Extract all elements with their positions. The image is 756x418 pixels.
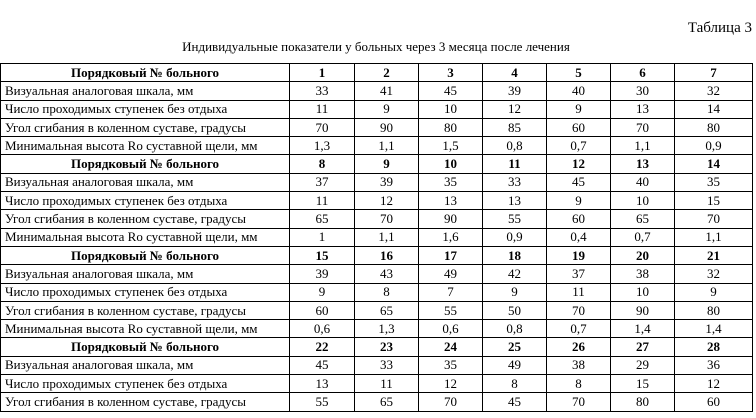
patient-number-cell: 8 xyxy=(290,155,355,173)
value-cell: 9 xyxy=(290,283,355,301)
value-cell: 15 xyxy=(675,192,753,210)
indicator-label: Визуальная аналоговая шкала, мм xyxy=(1,173,290,191)
value-cell: 35 xyxy=(419,356,483,374)
value-cell: 70 xyxy=(419,393,483,411)
value-cell: 1,1 xyxy=(355,228,419,246)
patient-number-header-label: Порядковый № больного xyxy=(1,155,290,173)
value-cell: 9 xyxy=(547,192,611,210)
patient-number-cell: 7 xyxy=(675,64,753,82)
value-cell: 11 xyxy=(355,375,419,393)
table-row xyxy=(1,100,753,118)
value-cell: 33 xyxy=(483,173,547,191)
value-cell: 9 xyxy=(355,100,419,118)
value-cell: 39 xyxy=(290,265,355,283)
value-cell: 39 xyxy=(355,173,419,191)
table-row xyxy=(1,283,753,301)
value-cell: 1,1 xyxy=(675,228,753,246)
indicator-label: Минимальная высота Ro суставной щели, мм xyxy=(1,320,290,338)
patient-number-cell: 5 xyxy=(547,64,611,82)
value-cell: 13 xyxy=(483,192,547,210)
indicator-label: Минимальная высота Ro суставной щели, мм xyxy=(1,228,290,246)
patient-number-header-label: Порядковый № больного xyxy=(1,338,290,356)
patient-number-cell: 4 xyxy=(483,64,547,82)
value-cell: 80 xyxy=(611,393,675,411)
value-cell: 0,4 xyxy=(547,228,611,246)
patient-number-cell: 20 xyxy=(611,246,675,264)
value-cell: 13 xyxy=(611,100,675,118)
value-cell: 14 xyxy=(675,100,753,118)
value-cell: 32 xyxy=(675,265,753,283)
patient-indicators-table xyxy=(0,63,753,412)
table-row xyxy=(1,82,753,100)
value-cell: 29 xyxy=(611,356,675,374)
value-cell: 37 xyxy=(547,265,611,283)
value-cell: 45 xyxy=(419,82,483,100)
value-cell: 55 xyxy=(419,301,483,319)
table-row xyxy=(1,265,753,283)
value-cell: 90 xyxy=(611,301,675,319)
value-cell: 90 xyxy=(355,118,419,136)
value-cell: 40 xyxy=(611,173,675,191)
value-cell: 12 xyxy=(483,100,547,118)
table-row xyxy=(1,210,753,228)
table-row xyxy=(1,137,753,155)
value-cell: 65 xyxy=(355,301,419,319)
indicator-label: Число проходимых ступенек без отдыха xyxy=(1,283,290,301)
value-cell: 1,1 xyxy=(355,137,419,155)
patient-number-cell: 28 xyxy=(675,338,753,356)
value-cell: 55 xyxy=(290,393,355,411)
patient-number-cell: 22 xyxy=(290,338,355,356)
value-cell: 70 xyxy=(547,301,611,319)
value-cell: 33 xyxy=(290,82,355,100)
value-cell: 70 xyxy=(611,118,675,136)
value-cell: 11 xyxy=(547,283,611,301)
table-number-label: Таблица 3 xyxy=(687,20,752,36)
value-cell: 0,7 xyxy=(547,320,611,338)
value-cell: 7 xyxy=(419,283,483,301)
value-cell: 80 xyxy=(675,118,753,136)
value-cell: 60 xyxy=(547,210,611,228)
table-row xyxy=(1,375,753,393)
value-cell: 0,8 xyxy=(483,137,547,155)
patient-number-cell: 15 xyxy=(290,246,355,264)
patient-number-cell: 24 xyxy=(419,338,483,356)
value-cell: 70 xyxy=(290,118,355,136)
value-cell: 0,9 xyxy=(483,228,547,246)
value-cell: 70 xyxy=(547,393,611,411)
patient-number-cell: 16 xyxy=(355,246,419,264)
value-cell: 45 xyxy=(483,393,547,411)
patient-number-cell: 26 xyxy=(547,338,611,356)
value-cell: 45 xyxy=(547,173,611,191)
table-row xyxy=(1,173,753,191)
value-cell: 0,7 xyxy=(547,137,611,155)
value-cell: 49 xyxy=(483,356,547,374)
patient-number-header-row xyxy=(1,338,753,356)
patient-number-cell: 11 xyxy=(483,155,547,173)
table-caption: Индивидуальные показатели у больных через 3 месяца после лечения xyxy=(182,39,570,54)
value-cell: 33 xyxy=(355,356,419,374)
value-cell: 32 xyxy=(675,82,753,100)
value-cell: 49 xyxy=(419,265,483,283)
value-cell: 0,7 xyxy=(611,228,675,246)
value-cell: 41 xyxy=(355,82,419,100)
indicator-label: Угол сгибания в коленном суставе, градусы xyxy=(1,393,290,411)
value-cell: 65 xyxy=(290,210,355,228)
indicator-label: Угол сгибания в коленном суставе, градусы xyxy=(1,210,290,228)
indicator-label: Визуальная аналоговая шкала, мм xyxy=(1,265,290,283)
value-cell: 1,1 xyxy=(611,137,675,155)
value-cell: 1,4 xyxy=(675,320,753,338)
value-cell: 85 xyxy=(483,118,547,136)
patient-number-cell: 27 xyxy=(611,338,675,356)
value-cell: 35 xyxy=(675,173,753,191)
value-cell: 80 xyxy=(675,301,753,319)
patient-number-cell: 18 xyxy=(483,246,547,264)
value-cell: 0,9 xyxy=(675,137,753,155)
value-cell: 11 xyxy=(290,100,355,118)
value-cell: 1,3 xyxy=(290,137,355,155)
patient-number-cell: 3 xyxy=(419,64,483,82)
value-cell: 90 xyxy=(419,210,483,228)
patient-number-header-row xyxy=(1,246,753,264)
patient-number-cell: 25 xyxy=(483,338,547,356)
value-cell: 8 xyxy=(355,283,419,301)
patient-number-cell: 14 xyxy=(675,155,753,173)
value-cell: 50 xyxy=(483,301,547,319)
patient-number-header-row xyxy=(1,155,753,173)
value-cell: 8 xyxy=(483,375,547,393)
value-cell: 65 xyxy=(611,210,675,228)
value-cell: 9 xyxy=(675,283,753,301)
value-cell: 39 xyxy=(483,82,547,100)
table-row xyxy=(1,118,753,136)
value-cell: 0,6 xyxy=(290,320,355,338)
table-row xyxy=(1,320,753,338)
value-cell: 8 xyxy=(547,375,611,393)
value-cell: 0,8 xyxy=(483,320,547,338)
value-cell: 1,6 xyxy=(419,228,483,246)
value-cell: 1,3 xyxy=(355,320,419,338)
value-cell: 1,4 xyxy=(611,320,675,338)
value-cell: 15 xyxy=(611,375,675,393)
value-cell: 13 xyxy=(419,192,483,210)
indicator-label: Визуальная аналоговая шкала, мм xyxy=(1,82,290,100)
table-row xyxy=(1,192,753,210)
indicator-label: Угол сгибания в коленном суставе, градусы xyxy=(1,301,290,319)
value-cell: 11 xyxy=(290,192,355,210)
patient-number-cell: 21 xyxy=(675,246,753,264)
patient-number-header-label: Порядковый № больного xyxy=(1,246,290,264)
value-cell: 70 xyxy=(355,210,419,228)
indicator-label: Число проходимых ступенек без отдыха xyxy=(1,192,290,210)
value-cell: 12 xyxy=(675,375,753,393)
value-cell: 38 xyxy=(611,265,675,283)
value-cell: 0,6 xyxy=(419,320,483,338)
value-cell: 80 xyxy=(419,118,483,136)
indicator-label: Угол сгибания в коленном суставе, градусы xyxy=(1,118,290,136)
patient-number-header-row xyxy=(1,64,753,82)
value-cell: 10 xyxy=(419,100,483,118)
indicator-label: Визуальная аналоговая шкала, мм xyxy=(1,356,290,374)
value-cell: 9 xyxy=(483,283,547,301)
value-cell: 12 xyxy=(419,375,483,393)
patient-number-cell: 19 xyxy=(547,246,611,264)
value-cell: 1 xyxy=(290,228,355,246)
value-cell: 45 xyxy=(290,356,355,374)
value-cell: 70 xyxy=(675,210,753,228)
indicator-label: Минимальная высота Ro суставной щели, мм xyxy=(1,137,290,155)
value-cell: 42 xyxy=(483,265,547,283)
indicator-label: Число проходимых ступенек без отдыха xyxy=(1,100,290,118)
value-cell: 60 xyxy=(290,301,355,319)
value-cell: 10 xyxy=(611,283,675,301)
value-cell: 10 xyxy=(611,192,675,210)
value-cell: 9 xyxy=(547,100,611,118)
value-cell: 36 xyxy=(675,356,753,374)
value-cell: 12 xyxy=(355,192,419,210)
value-cell: 30 xyxy=(611,82,675,100)
value-cell: 40 xyxy=(547,82,611,100)
table-row xyxy=(1,301,753,319)
value-cell: 38 xyxy=(547,356,611,374)
patient-number-cell: 23 xyxy=(355,338,419,356)
table-row xyxy=(1,356,753,374)
patient-number-cell: 17 xyxy=(419,246,483,264)
patient-number-cell: 10 xyxy=(419,155,483,173)
patient-number-header-label: Порядковый № больного xyxy=(1,64,290,82)
value-cell: 43 xyxy=(355,265,419,283)
value-cell: 13 xyxy=(290,375,355,393)
patient-number-cell: 2 xyxy=(355,64,419,82)
value-cell: 1,5 xyxy=(419,137,483,155)
table-row xyxy=(1,228,753,246)
patient-number-cell: 12 xyxy=(547,155,611,173)
value-cell: 55 xyxy=(483,210,547,228)
value-cell: 65 xyxy=(355,393,419,411)
patient-number-cell: 6 xyxy=(611,64,675,82)
patient-number-cell: 1 xyxy=(290,64,355,82)
value-cell: 60 xyxy=(675,393,753,411)
patient-number-cell: 9 xyxy=(355,155,419,173)
value-cell: 35 xyxy=(419,173,483,191)
table-row xyxy=(1,393,753,411)
value-cell: 37 xyxy=(290,173,355,191)
patient-number-cell: 13 xyxy=(611,155,675,173)
value-cell: 60 xyxy=(547,118,611,136)
indicator-label: Число проходимых ступенек без отдыха xyxy=(1,375,290,393)
